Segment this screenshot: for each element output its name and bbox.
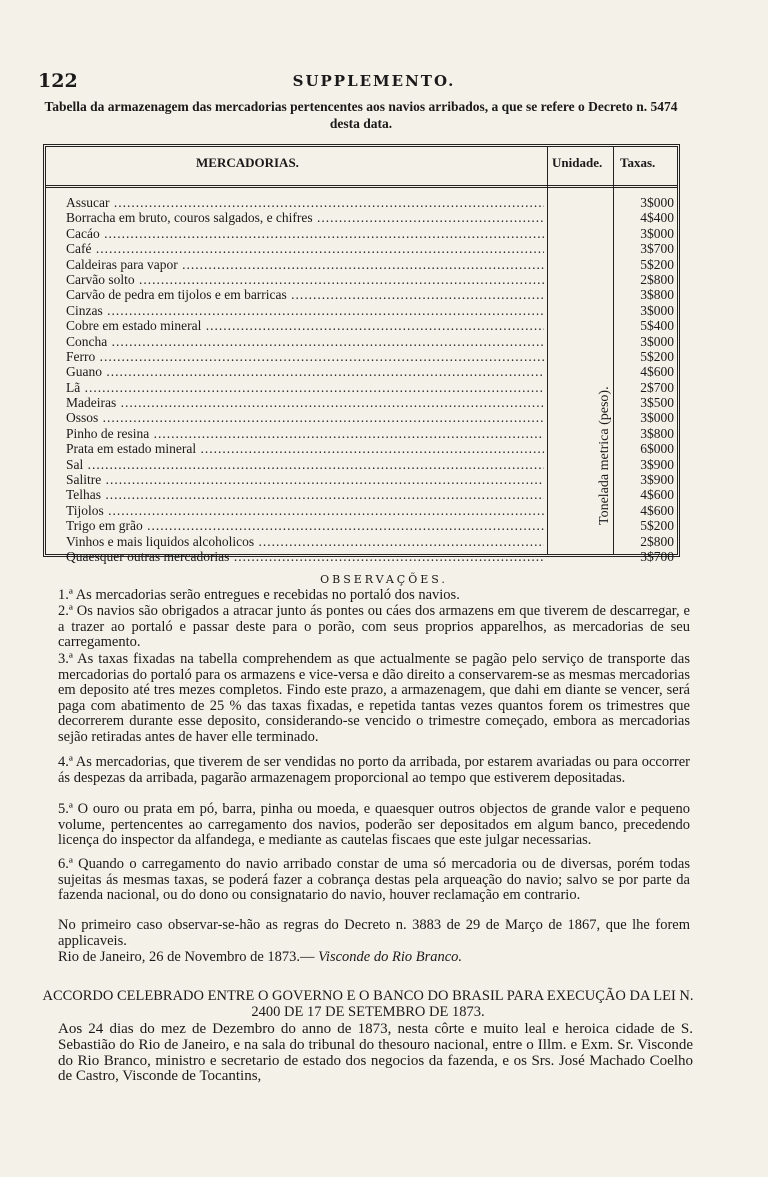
rate-cell: 5$400 bbox=[640, 318, 674, 334]
rate-cell: 3$800 bbox=[640, 287, 674, 303]
rate-cell: 2$800 bbox=[640, 533, 674, 549]
accord-body: Aos 24 dias do mez de Dezembro do anno de 1873, nesta côrte e muito leal e heroica cidade de S. Sebastião do Rio de Janeiro, e na sala do tribunal do thesouro nacional, entre o Illm. e Exm. Sr. Visconde do Rio Branco, ministro e secretario de estado dos negocios da fazenda, e os Srs. José Machado Coelho de Castro, Visconde de Tocantins, bbox=[58, 1021, 693, 1085]
rate-cell: 5$200 bbox=[640, 256, 674, 272]
closing-line bbox=[58, 950, 690, 966]
closing-date: Rio de Janeiro, 26 de Novembro de 1873.— bbox=[58, 949, 315, 965]
column-divider bbox=[613, 147, 614, 554]
observation-2: 2.ª Os navios são obrigados a atracar junto ás pontes ou cáes dos armazens em que tiverem de descarregar, e a trazer ao portaló e passar deste para o porão, com seus proprios apparelhos, as mercadorias de seu carregamento. bbox=[58, 603, 690, 651]
table-row: Borracha em bruto, couros salgados, e chifres ..... bbox=[66, 210, 544, 225]
column-header-rate: Taxas. bbox=[620, 155, 656, 170]
table-row: Vinhos e mais liquidos alcoholicos ..... bbox=[66, 534, 544, 549]
table-row: Ossos ..... bbox=[66, 410, 544, 425]
table-row: Telhas ..... bbox=[66, 487, 544, 502]
table-row: Carvão solto ..... bbox=[66, 272, 544, 287]
column-header-unit: Unidade. bbox=[552, 155, 603, 170]
rate-cell: 3$000 bbox=[640, 195, 674, 210]
observation-5: 5.ª O ouro ou prata em pó, barra, pinha ou moeda, e quaesquer outros objectos de grande valor e pequeno volume, pertencentes ao carregamento dos navios, poderão ser depositados em algum banco, precedendo licença do inspector da alfandega, e mediante as cautelas fiscaes que este julgar necessarias. bbox=[58, 801, 690, 849]
rates-column bbox=[626, 195, 676, 564]
page-header bbox=[38, 70, 710, 92]
observation-6: 6.ª Quando o carregamento do navio arribado constar de uma só mercadoria ou de diversas, porém todas sujeitas ás mesmas taxas, se poderá fazer a cobrança destas pela arqueação do navio; salvo se por parte da fazenda nacional, ou do dono ou consignatario do navio, houver reclamação em contrario. bbox=[58, 856, 690, 904]
rate-cell: 3$500 bbox=[640, 395, 674, 411]
column-header-goods: MERCADORIAS. bbox=[196, 155, 299, 170]
rate-cell: 4$600 bbox=[640, 502, 674, 518]
rate-cell: 2$800 bbox=[640, 271, 674, 287]
page-number: 122 bbox=[38, 70, 78, 92]
observation-note: No primeiro caso observar-se-hão as regras do Decreto n. 3883 de 29 de Março de 1867, que lhe forem applicaveis. bbox=[58, 917, 690, 949]
rate-cell: 5$200 bbox=[640, 518, 674, 534]
table-row: Quaesquer outras mercadorias ..... bbox=[66, 549, 544, 564]
table-row: Madeiras ..... bbox=[66, 395, 544, 410]
header-rule bbox=[46, 185, 677, 188]
observation-1: 1.ª As mercadorias serão entregues e recebidas no portaló dos navios. bbox=[58, 587, 460, 603]
column-divider bbox=[547, 147, 548, 554]
table-row: Salitre ..... bbox=[66, 472, 544, 487]
rate-cell: 2$700 bbox=[640, 379, 674, 395]
table-row: Lã ..... bbox=[66, 380, 544, 395]
running-title: SUPPLEMENTO. bbox=[292, 72, 456, 90]
table-row: Carvão de pedra em tijolos e em barricas ..... bbox=[66, 287, 544, 302]
rate-cell: 3$700 bbox=[640, 548, 674, 564]
table-row: Assucar ..... bbox=[66, 195, 544, 210]
table-row: Caldeiras para vapor ..... bbox=[66, 257, 544, 272]
table-row: Cobre em estado mineral ..... bbox=[66, 318, 544, 333]
rate-cell: 6$000 bbox=[640, 441, 674, 457]
rate-cell: 3$000 bbox=[640, 410, 674, 426]
storage-rates-table bbox=[43, 144, 680, 564]
rate-cell: 4$600 bbox=[640, 487, 674, 503]
table-row: Café ..... bbox=[66, 241, 544, 256]
unit-label-text: Tonelada metrica (peso). bbox=[597, 386, 612, 525]
rate-cell: 3$900 bbox=[640, 456, 674, 472]
observations-title: OBSERVAÇÕES. bbox=[320, 573, 448, 586]
table-row: Trigo em grão ..... bbox=[66, 518, 544, 533]
rate-cell: 4$400 bbox=[640, 210, 674, 226]
goods-column bbox=[66, 195, 544, 564]
rate-cell: 3$000 bbox=[640, 302, 674, 318]
table-row: Concha ..... bbox=[66, 334, 544, 349]
rate-cell: 3$000 bbox=[640, 333, 674, 349]
table-row: Guano ..... bbox=[66, 364, 544, 379]
rate-cell: 3$700 bbox=[640, 241, 674, 257]
table-row: Cacáo ..... bbox=[66, 226, 544, 241]
signature: Visconde do Rio Branco. bbox=[318, 949, 463, 965]
table-row: Prata em estado mineral ..... bbox=[66, 441, 544, 456]
observation-3: 3.ª As taxas fixadas na tabella comprehendem as que actualmente se pagão pelo serviço de transporte das mercadorias do portaló para os armazens e vice-versa e dão direito a conservarem-se as mesmas mercadorias em deposito até tres mezes completos. Findo este prazo, a armazenagem, que dahi em diante se vencer, será paga com abatimento de 25 % das taxas fixadas, e repetida tantas vezes quantos forem os trimestres que decorrerem durante esse deposito, considerando-se vencido o trimestre começado, embora as mercadorias sejão retiradas antes de haver elle terminado. bbox=[58, 651, 690, 745]
rate-cell: 3$800 bbox=[640, 425, 674, 441]
table-row: Cinzas ..... bbox=[66, 303, 544, 318]
table-caption: Tabella da armazenagem das mercadorias pertencentes aos navios arribados, a que se refere o Decreto n. 5474 desta data. bbox=[44, 99, 678, 131]
table-row: Sal ..... bbox=[66, 457, 544, 472]
rate-cell: 5$200 bbox=[640, 348, 674, 364]
observation-4: 4.ª As mercadorias, que tiverem de ser vendidas no porto da arribada, por estarem avariadas ou para occorrer ás despezas da arribada, pagarão armazenagem proporcional ao tempo que estiverem depositadas. bbox=[58, 754, 690, 786]
rate-cell: 3$900 bbox=[640, 472, 674, 488]
accord-title: ACCORDO CELEBRADO ENTRE O GOVERNO E O BANCO DO BRASIL PARA EXECUÇÃO DA LEI N. 2400 DE 17 DE SETEMBRO DE 1873. bbox=[42, 988, 694, 1020]
table-row: Pinho de resina ..... bbox=[66, 426, 544, 441]
table-row: Ferro ..... bbox=[66, 349, 544, 364]
unit-label bbox=[597, 386, 613, 525]
rate-cell: 3$000 bbox=[640, 225, 674, 241]
rate-cell: 4$600 bbox=[640, 364, 674, 380]
table-row: Tijolos ..... bbox=[66, 503, 544, 518]
